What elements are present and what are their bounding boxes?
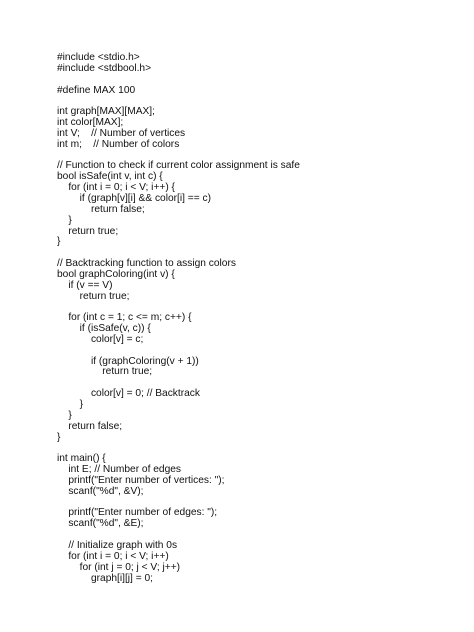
code-line: printf("Enter number of vertices: ");: [57, 474, 225, 486]
code-line: int m; // Number of colors: [57, 138, 180, 150]
code-line: int color[MAX];: [57, 117, 124, 129]
code-line: bool isSafe(int v, int c) {: [57, 171, 163, 183]
code-line: color[v] = 0; // Backtrack: [57, 388, 200, 400]
code-line: }: [57, 409, 72, 421]
code-line: }: [57, 399, 84, 410]
code-line: return true;: [57, 366, 153, 378]
code-line: return true;: [57, 290, 130, 302]
code-line: [57, 346, 457, 357]
code-line: for (int j = 0; j < V; j++): [57, 561, 181, 573]
code-line: int E; // Number of edges: [57, 464, 182, 476]
code-line: int main() {: [57, 453, 106, 465]
code-line: }: [57, 236, 61, 248]
code-line: graph[i][j] = 0;: [57, 572, 153, 584]
code-line: // Initialize graph with 0s: [57, 539, 178, 551]
code-line: for (int i = 0; i < V; i++) {: [57, 182, 175, 194]
code-listing: [57, 53, 457, 584]
code-line: printf("Enter number of edges: ");: [57, 507, 218, 519]
code-line: [57, 75, 457, 86]
code-line: if (graphColoring(v + 1)): [57, 355, 199, 367]
code-line: int V; // Number of vertices: [57, 127, 186, 139]
code-line: bool graphColoring(int v) {: [57, 268, 175, 280]
code-line: }: [57, 214, 72, 226]
code-line: int graph[MAX][MAX];: [57, 106, 155, 118]
code-line: [57, 443, 457, 454]
code-line: #define MAX 100: [57, 84, 136, 96]
code-line: color[v] = c;: [57, 333, 144, 345]
code-line: return true;: [57, 225, 119, 237]
code-line: if (graph[v][i] && color[i] == c): [57, 192, 211, 204]
code-line: return false;: [57, 420, 123, 432]
code-line: scanf("%d", &E);: [57, 518, 144, 530]
code-line: // Function to check if current color assignment is safe: [57, 160, 300, 172]
code-line: for (int i = 0; i < V; i++): [57, 550, 169, 562]
code-line: if (v == V): [57, 279, 113, 291]
code-line: return false;: [57, 203, 145, 215]
code-line: if (isSafe(v, c)) {: [57, 323, 151, 335]
code-line: scanf("%d", &V);: [57, 485, 144, 497]
code-line: #include <stdio.h>: [57, 52, 140, 63]
code-line: for (int c = 1; c <= m; c++) {: [57, 312, 192, 324]
code-line: #include <stdbool.h>: [57, 62, 152, 74]
code-line: }: [57, 431, 61, 443]
code-line: // Backtracking function to assign colors: [57, 258, 236, 270]
